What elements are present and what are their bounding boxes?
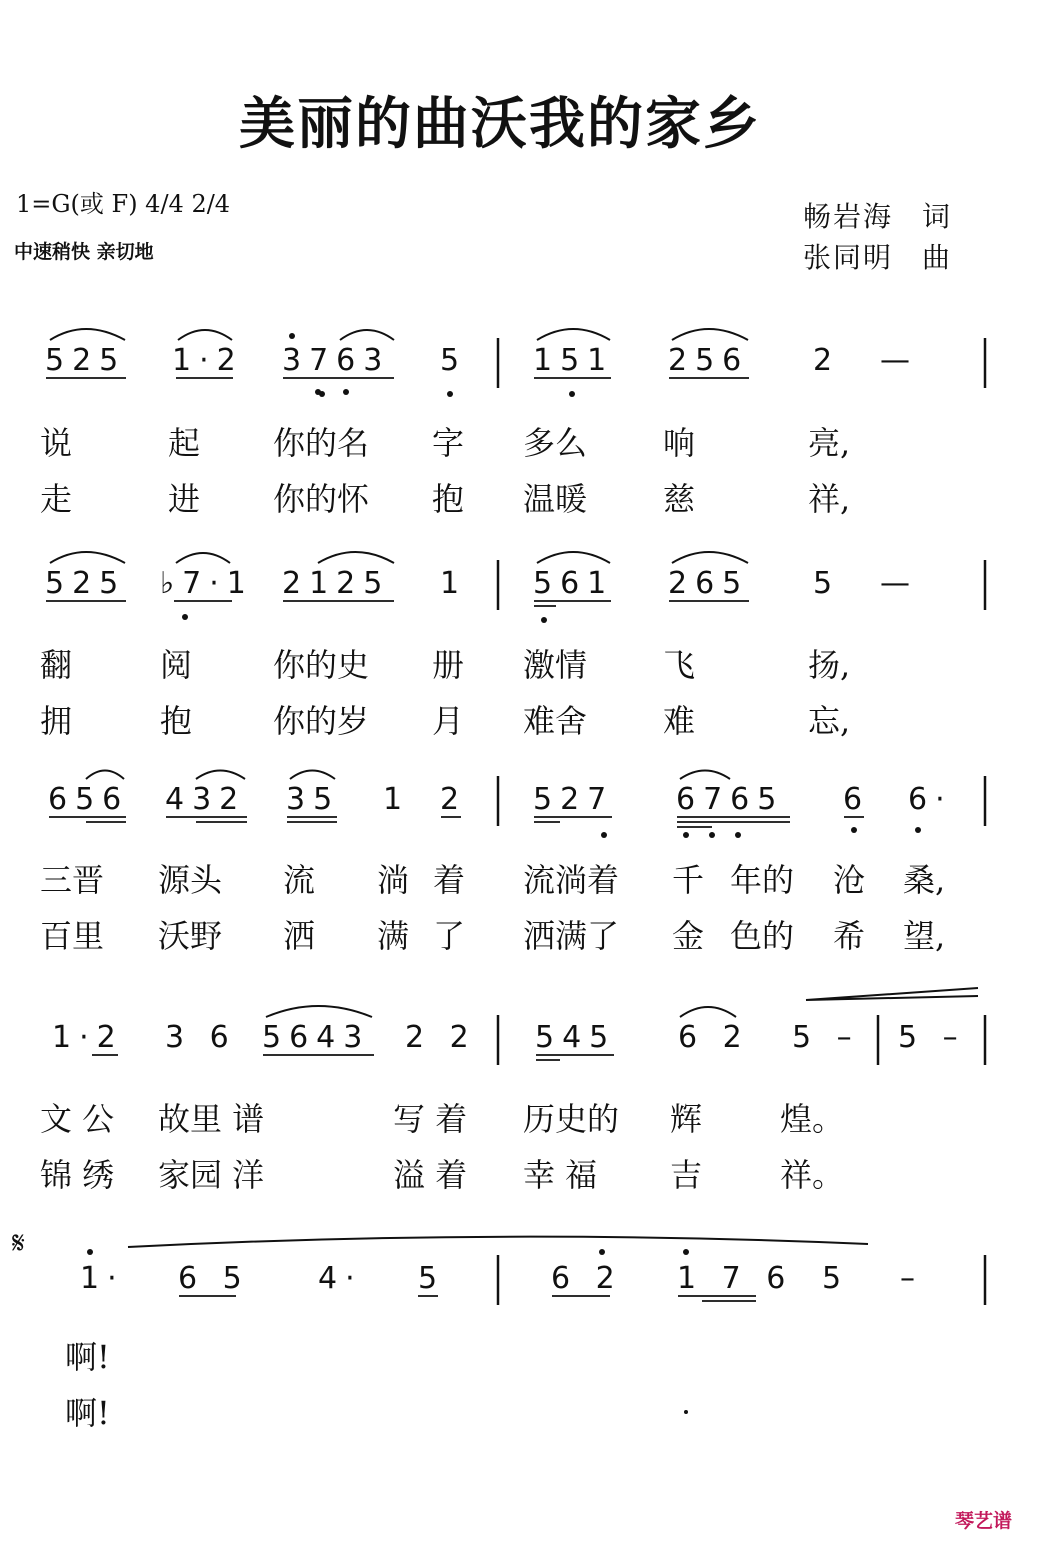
- lyric-word: 源头: [158, 861, 223, 899]
- note-group: 5 –: [792, 1020, 860, 1055]
- lyric-word: 着: [433, 861, 466, 899]
- note-group: 5643: [262, 1020, 371, 1055]
- lyric-word: 煌。: [780, 1100, 845, 1138]
- note-group: 3763: [282, 343, 391, 378]
- lyric-word: 亮,: [808, 424, 851, 462]
- lyric-word: 进: [168, 480, 201, 518]
- lyric-word: 祥,: [808, 480, 851, 518]
- lyric-word: 沃野: [158, 917, 223, 955]
- note-group: 5: [822, 1261, 850, 1296]
- lyric-word: 千: [672, 861, 705, 899]
- note-group: 6 2: [678, 1020, 750, 1055]
- lyric-word: 色的: [730, 917, 795, 955]
- lyric-word: 翻: [40, 646, 73, 684]
- lyric-word: 洒: [283, 917, 316, 955]
- note-group: 35: [286, 782, 341, 817]
- note-group: 151: [533, 343, 615, 378]
- slur: [340, 330, 394, 340]
- segno-icon: 𝄋: [12, 1226, 25, 1261]
- note-group: 6765: [676, 782, 785, 817]
- lyric-word: 祥。: [780, 1156, 845, 1194]
- note-group: 1 7 6: [677, 1261, 794, 1296]
- lyric-word: 桑,: [903, 861, 946, 899]
- lyric-word: 流淌着: [523, 861, 620, 899]
- hairpin: [806, 988, 978, 1000]
- slur: [672, 552, 748, 563]
- note-group: 5: [813, 566, 841, 601]
- slur: [128, 1237, 868, 1247]
- lyric-word: 洒满了: [523, 917, 620, 955]
- lyric-word: 忘,: [808, 702, 851, 740]
- lyric-word: 年的: [730, 861, 795, 899]
- lyric-word: 飞: [663, 646, 696, 684]
- slur: [680, 1007, 736, 1017]
- note-group: 2125: [282, 566, 391, 601]
- note-group: 256: [668, 343, 750, 378]
- slur: [266, 1006, 372, 1017]
- note-group: 561: [533, 566, 615, 601]
- lyric-word: 历史的: [523, 1100, 620, 1138]
- slur: [290, 771, 335, 780]
- lyric-word: 三晋: [40, 861, 105, 899]
- lyric-word: 流: [283, 861, 316, 899]
- note-group: 527: [533, 782, 615, 817]
- note-group: 1: [440, 566, 468, 601]
- note-group: 5: [440, 343, 468, 378]
- note-group: 6·: [908, 782, 953, 817]
- note-group: 525: [45, 343, 127, 378]
- note-group: –: [900, 1261, 923, 1296]
- slur: [86, 771, 124, 780]
- slur: [680, 771, 730, 780]
- lyric-word: 你的怀: [273, 480, 370, 518]
- lyric-word: 锦 绣: [40, 1156, 115, 1194]
- note-group: 1·2: [172, 343, 244, 378]
- lyric-word: 册: [432, 646, 465, 684]
- lyric-word: 幸 福: [523, 1156, 598, 1194]
- lyric-word: 抱: [160, 702, 193, 740]
- lyric-word: 你的岁: [273, 702, 370, 740]
- note-group: 525: [45, 566, 127, 601]
- note-group: 5: [418, 1261, 446, 1296]
- slur: [672, 329, 748, 340]
- composer-name: 张同明: [803, 241, 894, 274]
- tempo-marking: 中速稍快 亲切地: [14, 241, 154, 263]
- note-group: 265: [668, 566, 750, 601]
- lyric-word: 温暖: [523, 480, 588, 518]
- note-group: —: [880, 343, 918, 378]
- slur: [50, 329, 125, 340]
- lyric-word: 你的名: [273, 424, 370, 462]
- note-group: ♭7·1: [160, 566, 254, 601]
- lyric-word: 扬,: [808, 646, 851, 684]
- note-group: 1: [383, 782, 411, 817]
- lyric-word: 阅: [160, 646, 193, 684]
- lyric-word: 百里: [40, 917, 105, 955]
- note-group: 656: [48, 782, 130, 817]
- slur: [178, 330, 232, 340]
- lyric-word: 写 着: [393, 1100, 468, 1138]
- watermark-logo: 琴艺谱: [955, 1510, 1013, 1532]
- page-title: 美丽的曲沃我的家乡: [239, 92, 761, 157]
- lyric-word: 多么: [523, 424, 588, 462]
- slur: [50, 552, 125, 563]
- lyric-word: 走: [40, 480, 73, 518]
- note-group: 1·2: [52, 1020, 124, 1055]
- lyric-word: 辉: [670, 1100, 703, 1138]
- lyric-word: 淌: [377, 861, 410, 899]
- lyric-word: 吉: [670, 1156, 703, 1194]
- note-group: 6 2: [551, 1261, 623, 1296]
- lyric-word: 啊!: [65, 1338, 110, 1376]
- note-group: 5 –: [898, 1020, 966, 1055]
- lyric-word: 沧: [833, 861, 866, 899]
- lyric-word: 激情: [523, 646, 588, 684]
- lyric-word: 难: [663, 702, 696, 740]
- lyric-word: 起: [168, 424, 201, 462]
- lyric-word: 故里 谱: [158, 1100, 265, 1138]
- lyricist-role: 词: [922, 200, 953, 233]
- lyric-word: 了: [433, 917, 466, 955]
- slur: [176, 553, 230, 563]
- note-group: 2: [813, 343, 841, 378]
- lyric-word: 响: [663, 424, 696, 462]
- lyric-word: 溢 着: [393, 1156, 468, 1194]
- lyric-word: 抱: [432, 480, 465, 518]
- note-group: 432: [165, 782, 247, 817]
- note-group: 3 6: [165, 1020, 237, 1055]
- lyric-word: 月: [432, 702, 465, 740]
- note-group: 1·: [80, 1261, 125, 1296]
- key-signature: 1=G(或 F) 4/4 2/4: [16, 190, 231, 218]
- note-group: 545: [535, 1020, 617, 1055]
- lyric-word: 啊!: [65, 1394, 110, 1432]
- slur: [318, 552, 394, 563]
- lyric-word: 难舍: [523, 702, 588, 740]
- note-group: —: [880, 566, 918, 601]
- lyric-word: 文 公: [40, 1100, 115, 1138]
- lyric-word: 望,: [903, 917, 946, 955]
- slur: [537, 329, 610, 340]
- slur: [537, 552, 610, 563]
- composer-role: 曲: [922, 241, 953, 274]
- note-group: 6 5: [178, 1261, 250, 1296]
- note-group: 6: [843, 782, 871, 817]
- note-group: 2 2: [405, 1020, 477, 1055]
- note-group: 2: [440, 782, 468, 817]
- note-group: 4·: [318, 1261, 363, 1296]
- lyric-word: 慈: [663, 480, 696, 518]
- slur: [196, 771, 245, 780]
- lyric-word: 拥: [40, 702, 73, 740]
- lyric-word: 你的史: [273, 646, 370, 684]
- lyric-word: 说: [40, 424, 73, 462]
- lyric-word: 金: [672, 917, 705, 955]
- lyric-word: 家园 洋: [158, 1156, 265, 1194]
- lyric-word: 希: [833, 917, 866, 955]
- lyric-word: 满: [377, 917, 410, 955]
- lyricist-name: 畅岩海: [803, 200, 894, 233]
- lyric-word: 字: [432, 424, 465, 462]
